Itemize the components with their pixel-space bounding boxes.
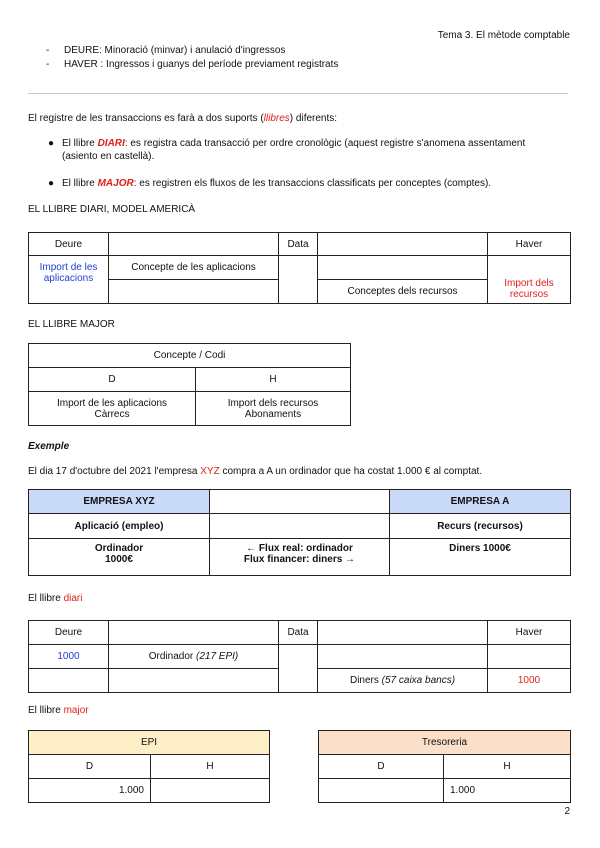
abonaments-cell: Import dels recursos Abonaments: [196, 392, 351, 426]
list-item: - DEURE: Minoració (minvar) i anulació d'ingressos: [46, 45, 286, 56]
concepte-aplicacions: Concepte de les aplicacions: [109, 256, 279, 280]
blank-cell: [109, 669, 279, 693]
major-model-heading: EL LLIBRE MAJOR: [28, 319, 115, 330]
epi-credit: [151, 779, 270, 803]
list-item: - HAVER : Ingressos i guanys del període previament registrats: [46, 59, 339, 70]
divider: [28, 93, 568, 94]
import-aplicacions: Import de les aplicacions: [29, 256, 109, 304]
blank-cell: [318, 256, 488, 280]
top-list: [46, 44, 338, 72]
page-header-title: Tema 3. El mètode comptable: [437, 30, 570, 41]
epi-debit: 1.000: [29, 779, 151, 803]
blank-cell: [109, 233, 279, 256]
tresoreria-debit: [319, 779, 444, 803]
tresoreria-account-table: [318, 730, 571, 803]
haver-header: Haver: [488, 621, 571, 645]
h-header: H: [151, 755, 270, 779]
blank-cell: [318, 621, 488, 645]
d-header: D: [29, 755, 151, 779]
blank-cell: [210, 514, 390, 539]
diari-example-label: El llibre diari: [28, 593, 83, 604]
diners-cell: Diners 1000€: [390, 539, 571, 576]
diari-example-table: [28, 620, 571, 693]
credit-amount: 1000: [488, 669, 571, 693]
blank-cell: [318, 645, 488, 669]
conceptes-recursos: Conceptes dels recursos: [318, 280, 488, 304]
blank-cell: [279, 645, 318, 693]
empresa-a-header: EMPRESA A: [390, 490, 571, 514]
h-header: H: [196, 368, 351, 392]
xyz-table: [28, 489, 571, 576]
blank-cell: [29, 669, 109, 693]
blank-cell: [109, 280, 279, 304]
d-header: D: [319, 755, 444, 779]
tresoreria-title: Tresoreria: [319, 731, 571, 755]
blank-cell: [318, 233, 488, 256]
epi-account-table: [28, 730, 270, 803]
major-example-label: El llibre major: [28, 705, 89, 716]
deure-header: Deure: [29, 233, 109, 256]
empresa-xyz-header: EMPRESA XYZ: [29, 490, 210, 514]
credit-concept: Diners (57 caixa bancs): [318, 669, 488, 693]
diari-model-heading: EL LLIBRE DIARI, MODEL AMERICÀ: [28, 204, 196, 215]
data-header: Data: [279, 233, 318, 256]
blank-cell: [109, 621, 279, 645]
import-recursos: Import dels recursos: [488, 256, 571, 304]
blank-cell: [488, 645, 571, 669]
list-item: ● El llibre MAJOR: es registren els fluxos de les transaccions classificats per conceptes (comptes).: [48, 178, 492, 189]
blank-cell: [210, 490, 390, 514]
haver-header: Haver: [488, 233, 571, 256]
debit-concept: Ordinador (217 EPI): [109, 645, 279, 669]
books-list: [46, 137, 556, 190]
d-header: D: [29, 368, 196, 392]
data-header: Data: [279, 621, 318, 645]
page-number: 2: [564, 806, 570, 817]
recurs-cell: Recurs (recursos): [390, 514, 571, 539]
h-header: H: [444, 755, 571, 779]
blank-cell: [279, 256, 318, 304]
flux-cell: ← Flux real: ordinador Flux financer: diners →: [210, 539, 390, 576]
ordinador-cell: Ordinador 1000€: [29, 539, 210, 576]
diari-model-table: [28, 232, 571, 304]
deure-header: Deure: [29, 621, 109, 645]
tresoreria-credit: 1.000: [444, 779, 571, 803]
aplicacio-cell: Aplicació (empleo): [29, 514, 210, 539]
list-item: ● El llibre DIARI: es registra cada transacció per ordre cronològic (aquest registre s'anomena assentament (asiento en castellà).: [48, 138, 526, 162]
debit-amount: 1000: [29, 645, 109, 669]
major-model-table: [28, 343, 351, 426]
example-heading: Exemple: [28, 441, 70, 452]
epi-title: EPI: [29, 731, 270, 755]
example-sentence: El dia 17 d'octubre del 2021 l'empresa XYZ compra a A un ordinador que ha costat 1.000 € al comptat.: [28, 466, 483, 477]
intro-text: El registre de les transaccions es farà a dos suports (llibres) diferents:: [28, 113, 338, 124]
concepte-codi: Concepte / Codi: [29, 344, 351, 368]
carrecs-cell: Import de les aplicacions Càrrecs: [29, 392, 196, 426]
